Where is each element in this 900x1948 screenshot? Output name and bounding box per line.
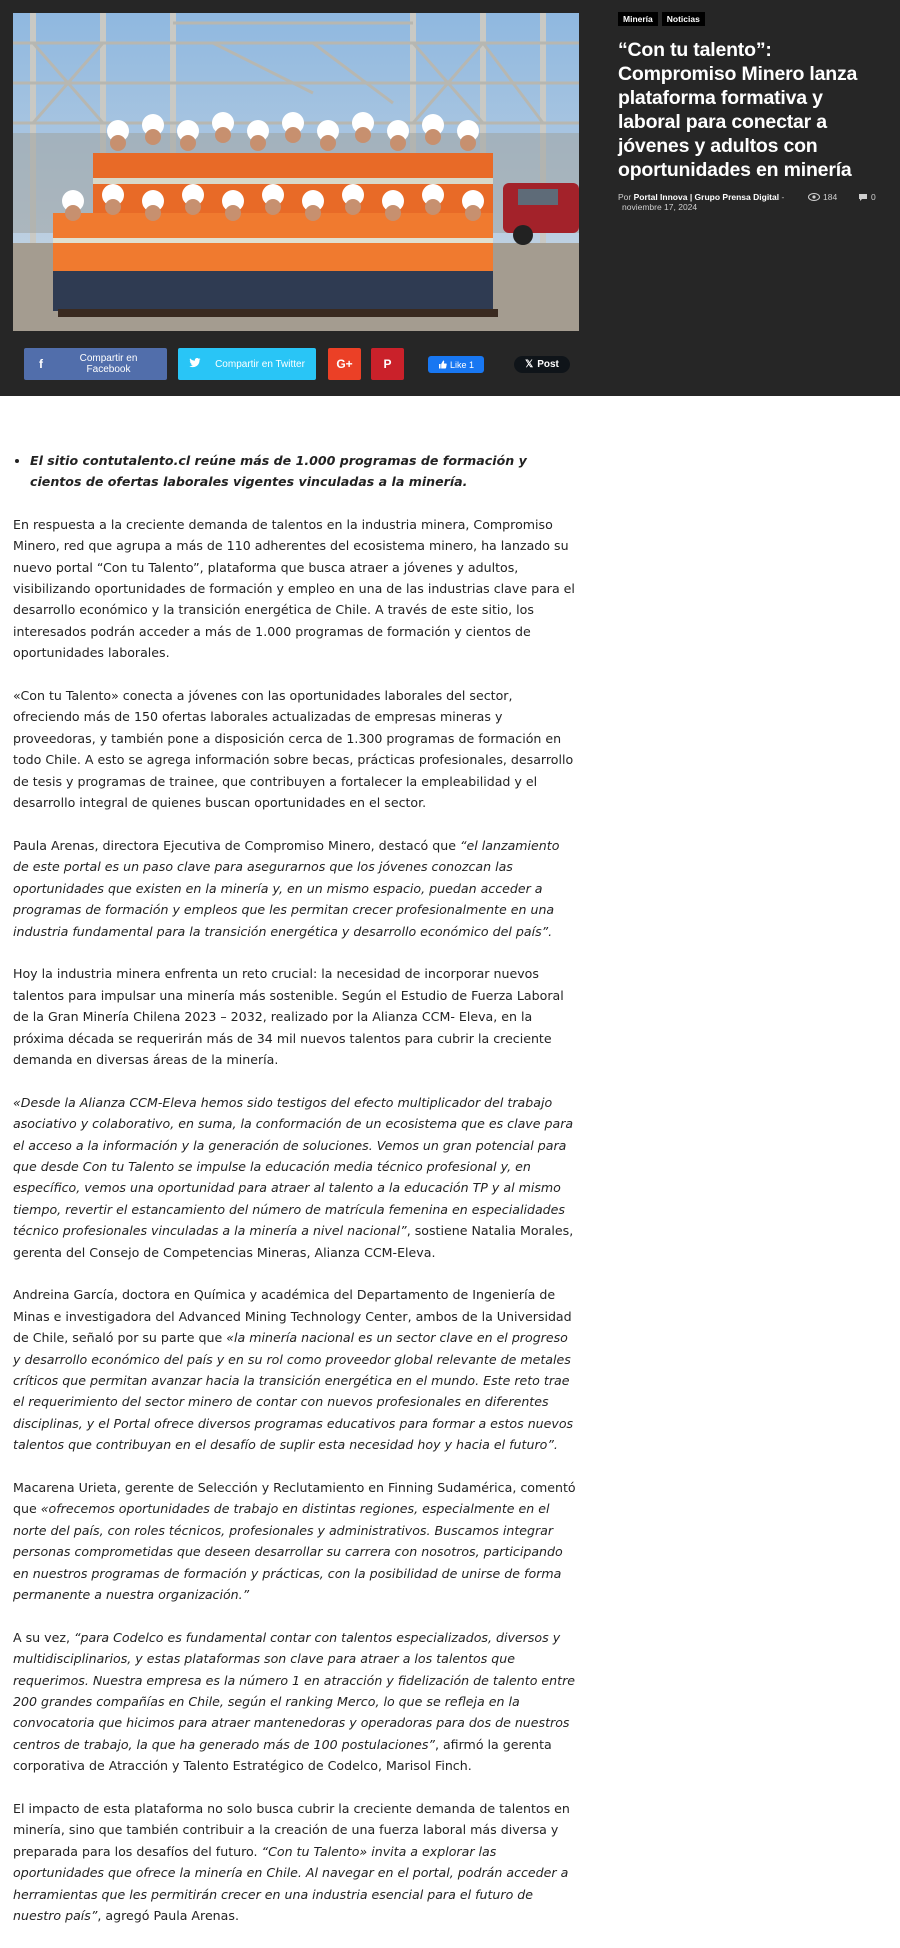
google-plus-icon: G+ (336, 357, 353, 371)
facebook-like-button[interactable] (428, 356, 484, 373)
thumbs-up-icon (438, 360, 447, 369)
share-bar (0, 348, 900, 382)
category-tags (618, 12, 888, 26)
x-post-label: Post (537, 359, 559, 370)
meta-separator: - (781, 192, 785, 202)
eye-icon (808, 193, 820, 201)
mining-workers-photo (13, 13, 579, 331)
share-pinterest-button[interactable] (371, 348, 404, 380)
paragraph-7: Macarena Urieta, gerente de Selección y Reclutamiento en Finning Sudamérica, comentó que «ofrecemos oportunidades de trabajo en distintas regiones, especialmente en el norte del país, con roles técnicos, profesionales y administrativos. Buscamos integrar personas comprometidas que deseen desarrollar su carrera con nosotros, participando en nuestros programas de formación y prácticas, con la posibilidad de unirse de forma permanente a nuestra organización.” (13, 1480, 576, 1603)
meta-views (808, 192, 837, 202)
article-header (0, 0, 900, 396)
meta-author[interactable]: Portal Innova | Grupo Prensa Digital (633, 192, 780, 202)
paragraph-1: En respuesta a la creciente demanda de talentos en la industria minera, Compromiso Minero, red que agrupa a más de 110 adherentes del ecosistema minero, ha lanzado su nuevo portal “Con tu Talento”, plataforma que busca atraer a jóvenes y adultos, visibilizando oportunidades de formación y empleo en una de las industrias clave para el desarrollo económico y la transición energética de Chile. A través de este sitio, los interesados podrán acceder a más de 1.000 programas de formación y cientos de oportunidades laborales. (13, 516, 575, 661)
paragraph-5: «Desde la Alianza CCM-Eleva hemos sido testigos del efecto multiplicador del trabajo asociativo y colaborativo, en suma, la conformación de un ecosistema que es clave para el acceso a la información y la generación de soluciones. Vemos un gran potencial para que desde Con tu Talento se impulse la educación media técnico profesional y, en específico, vemos una oportunidad para atraer al talento a la educación TP y al mismo tiempo, revertir el estancamiento del número de matrícula femenina en especialidades técnico profesionales vinculadas a la minería a nivel nacional”, sostiene Natalia Morales, gerenta del Consejo de Competencias Mineras, Alianza CCM-Eleva. (13, 1094, 574, 1260)
article-header-info (618, 12, 888, 220)
quote-macarena-urieta: «ofrecemos oportunidades de trabajo en distintas regiones, especialmente en el norte del país, con roles técnicos, profesionales y administrativos. Buscamos integrar personas comprometidas que deseen desarrollar su carrera con nosotros, participando en nuestros programas de formación y prácticas, con la posibilidad de unirse de forma permanente a nuestra organización.” (13, 1501, 563, 1603)
quote-andreina-garcia: «la minería nacional es un sector clave en el progreso y desarrollo económico del país y en su rol como proveedor global relevante de metales críticos que permitan avanzar hacia la transición energética en el mundo. Este reto trae el requerimiento del sector minero de contar con nuevos profesionales en diferentes disciplinas, y el Portal ofrece diversos programas educativos para formar a estos nuevos talentos que contribuyan en el desafío de suplir esta necesidad hoy y hacia el futuro”. (13, 1330, 574, 1453)
comments-count: 0 (871, 192, 876, 202)
paragraph-6: Andreina García, doctora en Química y académica del Departamento de Ingeniería de Minas e investigadora del Advanced Mining Technology Center, ambos de la Universidad de Chile, señaló por su parte que «la minería nacional es un sector clave en el progreso y desarrollo económico del país y en su rol como proveedor global relevante de metales críticos que permitan avanzar hacia la transición energética en el mundo. Este reto trae el requerimiento del sector minero de contar con nuevos profesionales en diferentes disciplinas, y el Portal ofrece diversos programas educativos para formar a estos nuevos talentos que contribuyan en el desafío de suplir esta necesidad hoy y hacia el futuro”. (13, 1287, 574, 1453)
x-logo-icon: 𝕏 (525, 359, 534, 370)
pinterest-icon: P (383, 357, 392, 371)
paragraph-8: A su vez, “para Codelco es fundamental contar con talentos especializados, diversos y multidisciplinarios, y estas plataformas son clave para atraer a los talentos que requerimos. Nuestra empresa es la número 1 en atracción y fidelización de talento entre 200 grandes compañías en Chile, según el ranking Merco, lo que se refleja en la convocatoria que hicimos para atraer mantenedoras y operadoras para dos de nuestros centros de trabajo, la que ha generado más de 100 postulaciones”, afirmó la gerenta corporativa de Atracción y Talento Estratégico de Codelco, Marisol Finch. (13, 1629, 576, 1774)
tag-mineria[interactable]: Minería (618, 12, 658, 26)
tag-noticias[interactable]: Noticias (662, 12, 705, 26)
facebook-icon: f (39, 357, 43, 371)
paragraph-2: «Con tu Talento» conecta a jóvenes con las oportunidades laborales del sector, ofreciendo más de 150 ofertas laborales actualizadas de empresas mineras y proveedoras, y también pone a disposición cerca de 1.300 programas de formación en todo Chile. A esto se agrega información sobre becas, prácticas profesionales, desarrollo de tesis y programas de trainee, que contribuyen a fortalecer la empleabilidad y el desarrollo integral de quienes buscan oportunidades en el sector. (13, 688, 574, 811)
share-twitter-label: Compartir en Twitter (215, 358, 305, 370)
share-facebook-label: Compartir en Facebook (79, 353, 138, 375)
paragraph-9: El impacto de esta plataforma no solo busca cubrir la creciente demanda de talentos en minería, sino que también contribuir a la creación de una fuerza laboral más diversa y preparada para los desafíos del futuro. “Con tu Talento» invita a explorar las oportunidades que ofrece la minería en Chile. Al navegar en el portal, podrán acceder a herramientas que les permitirán crecer en una industria esencial para el futuro de nuestro país”, agregó Paula Arenas. (13, 1801, 570, 1924)
meta-comments[interactable] (858, 192, 876, 202)
twitter-icon (178, 357, 212, 371)
meta-by: Por (618, 192, 632, 202)
share-twitter-button[interactable] (178, 348, 316, 380)
hero-image (13, 13, 579, 331)
share-google-plus-button[interactable] (328, 348, 361, 380)
views-count: 184 (823, 192, 838, 202)
paragraph-4: Hoy la industria minera enfrenta un reto crucial: la necesidad de incorporar nuevos talentos para impulsar una minería más sostenible. Según el Estudio de Fuerza Laboral de la Gran Minería Chilena 2023 – 2032, realizado por la Alianza CCM- Eleva, en la próxima década se requerirán más de 34 mil nuevos talentos para cubrir la creciente demanda en diversas áreas de la minería. (13, 966, 564, 1067)
paragraph-3: Paula Arenas, directora Ejecutiva de Compromiso Minero, destacó que “el lanzamiento de este portal es un paso clave para asegurarnos que los jóvenes conozcan las oportunidades que existen en la minería y, en un mismo espacio, puedan acceder a programas de formación y empleos que les permitan crecer profesionalmente en una industria fundamental para la transición energética y desarrollo económico del país”. (13, 837, 560, 939)
quote-con-tu-talento: “Con tu Talento» invita a explorar las oportunidades que ofrece la minería en Chile. Al navegar en el portal, podrán acceder a herramientas que les permitirán crecer en una industria esencial para el futuro de nuestro país” (13, 1843, 569, 1924)
article-meta (618, 192, 888, 220)
quote-paula-arenas: “el lanzamiento de este portal es un paso clave para asegurarnos que los jóvenes conozcan las oportunidades que existen en la minería y, en un mismo espacio, puedan acceder a programas de formación y empleos que les permitan crecer profesionalmente en una industria fundamental para la transición energética y desarrollo económico del país”. (13, 837, 560, 939)
summary-list (13, 450, 579, 493)
comment-icon (858, 193, 868, 202)
quote-alianza-ccm-eleva: «Desde la Alianza CCM-Eleva hemos sido testigos del efecto multiplicador del trabajo asociativo y colaborativo, en suma, la conformación de un ecosistema que es clave para el acceso a la información y la generación de soluciones. Vemos un gran potencial para que desde Con tu Talento se impulse la educación media técnico profesional y, en específico, vemos una oportunidad para atraer al talento a la educación TP y al mismo tiempo, revertir el estancamiento del número de matrícula femenina en especialidades técnico profesionales vinculadas a la minería a nivel nacional” (13, 1094, 574, 1239)
article-title: “Con tu talento”: Compromiso Minero lanza plataforma formativa y laboral para conectar a jóvenes y adultos con oportunidades en minería (618, 39, 858, 181)
x-post-button[interactable] (514, 356, 570, 373)
share-facebook-button[interactable] (24, 348, 167, 380)
like-label: Like 1 (449, 359, 475, 370)
meta-date: noviembre 17, 2024 (622, 202, 698, 212)
article-body (13, 450, 579, 1948)
quote-codelco: “para Codelco es fundamental contar con talentos especializados, diversos y multidisciplinarios, y estas plataformas son clave para atraer a los talentos que requerimos. Nuestra empresa es la número 1 en atracción y fidelización de talento entre 200 grandes compañías en Chile, según el ranking Merco, lo que se refleja en la convocatoria que hicimos para atraer mantenedoras y operadoras para dos de nuestros centros de trabajo, la que ha generado más de 100 postulaciones” (13, 1629, 576, 1752)
summary-bullet: • El sitio contutalento.cl reúne más de 1.000 programas de formación y cientos de ofertas laborales vigentes vinculadas a la minería. (30, 450, 579, 493)
